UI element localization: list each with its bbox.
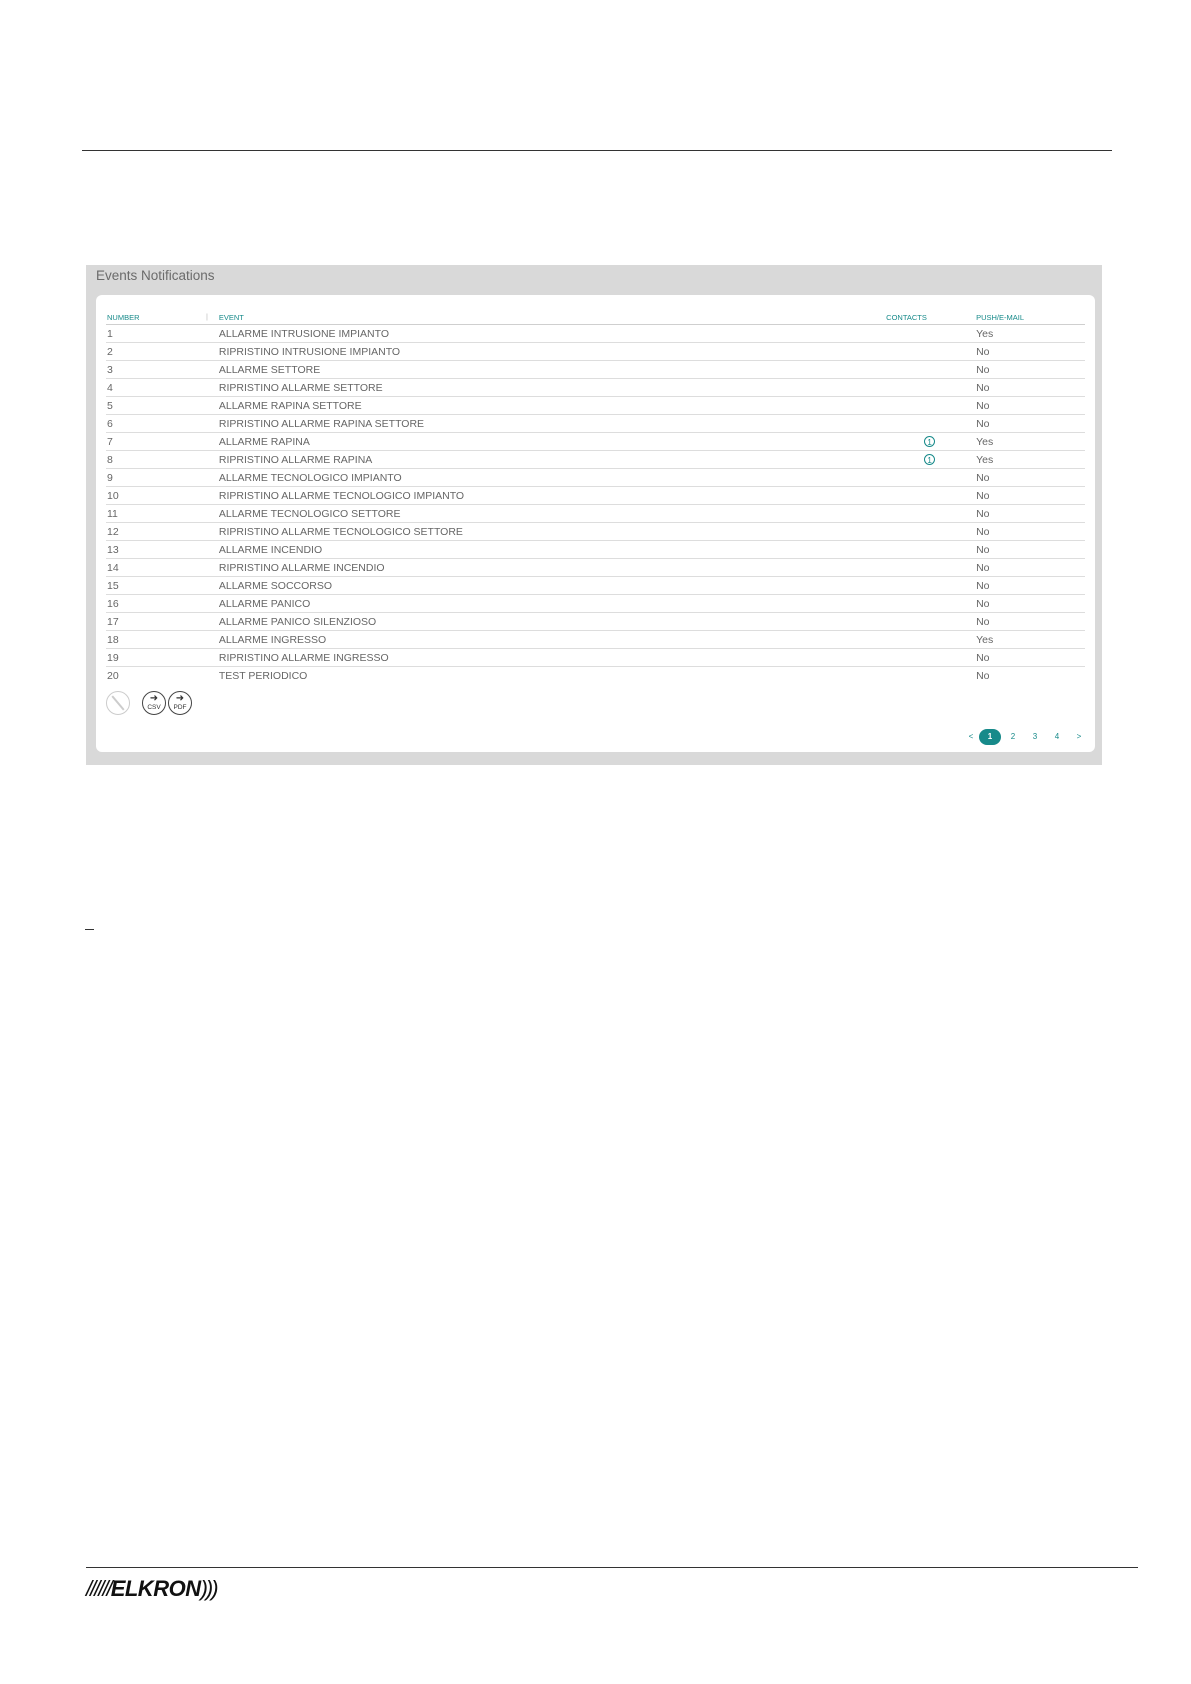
column-header-push-email[interactable]: PUSH/E-MAIL — [976, 310, 1085, 325]
table-row[interactable] — [106, 415, 1085, 433]
row-number: 3 — [106, 361, 219, 379]
logo-stripes-right: ))) — [200, 1576, 217, 1601]
events-table-body — [106, 325, 1085, 685]
row-contacts — [886, 613, 976, 631]
row-event: RIPRISTINO ALLARME TECNOLOGICO SETTORE — [219, 523, 886, 541]
page-footer-rule — [86, 1567, 1138, 1568]
row-push-email: No — [976, 361, 1085, 379]
row-push-email: No — [976, 577, 1085, 595]
row-contacts — [886, 505, 976, 523]
pagination-next-button[interactable]: > — [1076, 732, 1082, 741]
table-row[interactable] — [106, 559, 1085, 577]
row-number: 9 — [106, 469, 219, 487]
row-number: 20 — [107, 669, 119, 682]
row-event: RIPRISTINO ALLARME RAPINA SETTORE — [219, 415, 886, 433]
row-event: RIPRISTINO ALLARME SETTORE — [219, 379, 886, 397]
table-row[interactable] — [106, 451, 1085, 469]
row-contacts — [886, 469, 976, 487]
export-csv-button[interactable] — [142, 691, 166, 715]
row-push-email: No — [976, 469, 1085, 487]
row-event: ALLARME PANICO — [219, 595, 886, 613]
row-event: ALLARME TECNOLOGICO IMPIANTO — [219, 469, 886, 487]
table-row[interactable] — [106, 325, 1085, 343]
elkron-logo — [86, 1576, 217, 1600]
row-number: 4 — [106, 379, 219, 397]
row-contacts — [886, 577, 976, 595]
column-header-number[interactable]: NUMBER | — [106, 310, 219, 325]
row-contacts — [886, 415, 976, 433]
row-number: 19 — [106, 649, 219, 667]
row-contacts — [886, 523, 976, 541]
events-table — [106, 310, 1085, 684]
row-contacts — [886, 631, 976, 649]
table-row[interactable] — [106, 361, 1085, 379]
row-event: RIPRISTINO INTRUSIONE IMPIANTO — [219, 343, 886, 361]
row-number: 12 — [106, 523, 219, 541]
column-header-event[interactable]: EVENT — [219, 310, 886, 325]
export-pdf-button[interactable] — [168, 691, 192, 715]
row-event: ALLARME SOCCORSO — [219, 577, 886, 595]
row-push-email: Yes — [976, 451, 1085, 469]
row-number: 15 — [106, 577, 219, 595]
row-contacts — [886, 667, 976, 685]
row-event: ALLARME INCENDIO — [219, 541, 886, 559]
row-number: 7 — [106, 433, 219, 451]
row-event: ALLARME INTRUSIONE IMPIANTO — [219, 325, 886, 343]
table-row[interactable] — [106, 541, 1085, 559]
table-row[interactable] — [106, 469, 1085, 487]
row-push-email: No — [976, 343, 1085, 361]
table-row[interactable] — [106, 649, 1085, 667]
row-number: 5 — [106, 397, 219, 415]
pagination-page-4[interactable]: 4 — [1054, 732, 1060, 741]
row-push-email: No — [976, 415, 1085, 433]
row-event: ALLARME PANICO SILENZIOSO — [219, 613, 886, 631]
row-contacts — [886, 343, 976, 361]
row-contacts — [886, 361, 976, 379]
row-number: 13 — [106, 541, 219, 559]
arrow-right-icon: ➜ — [175, 693, 185, 704]
row-event: ALLARME SETTORE — [219, 361, 886, 379]
logo-text: ELKRON — [110, 1576, 201, 1601]
row-number: 11 — [106, 505, 219, 523]
row-number: 10 — [106, 487, 219, 505]
pagination-prev-button[interactable]: < — [968, 732, 974, 741]
row-push-email: No — [976, 669, 990, 682]
row-contacts — [886, 433, 976, 451]
row-push-email: No — [976, 649, 1085, 667]
row-push-email: Yes — [976, 325, 1085, 343]
table-row[interactable] — [106, 379, 1085, 397]
pdf-label: PDF — [173, 704, 187, 711]
row-push-email: No — [976, 505, 1085, 523]
row-contacts — [886, 325, 976, 343]
table-row[interactable] — [106, 397, 1085, 415]
csv-label: CSV — [147, 704, 161, 711]
row-contacts — [886, 595, 976, 613]
row-event: ALLARME INGRESSO — [219, 631, 886, 649]
row-contacts — [886, 649, 976, 667]
row-number: 2 — [106, 343, 219, 361]
row-push-email: No — [976, 379, 1085, 397]
row-number: 6 — [106, 415, 219, 433]
row-push-email: No — [976, 559, 1085, 577]
row-event: RIPRISTINO ALLARME INGRESSO — [219, 649, 886, 667]
table-row[interactable] — [106, 631, 1085, 649]
table-row[interactable] — [106, 523, 1085, 541]
table-header-row — [106, 310, 1085, 325]
table-row[interactable] — [106, 667, 1085, 685]
row-event: RIPRISTINO ALLARME TECNOLOGICO IMPIANTO — [219, 487, 886, 505]
row-number: 14 — [106, 559, 219, 577]
dash-mark — [85, 929, 94, 930]
row-push-email: No — [976, 541, 1085, 559]
edit-icon[interactable] — [106, 691, 130, 715]
row-number: 17 — [106, 613, 219, 631]
row-contacts — [886, 451, 976, 469]
row-push-email: Yes — [976, 433, 1085, 451]
row-event: ALLARME RAPINA SETTORE — [219, 397, 886, 415]
pagination-page-2[interactable]: 2 — [1010, 732, 1016, 741]
row-event: ALLARME TECNOLOGICO SETTORE — [219, 505, 886, 523]
row-event: ALLARME RAPINA — [219, 433, 886, 451]
row-contacts — [886, 379, 976, 397]
table-row[interactable] — [106, 577, 1085, 595]
row-push-email: No — [976, 613, 1085, 631]
logo-stripes: ////// — [86, 1576, 111, 1601]
table-row[interactable] — [106, 613, 1085, 631]
row-push-email: No — [976, 523, 1085, 541]
column-separator: | — [206, 312, 208, 321]
row-event: RIPRISTINO ALLARME RAPINA — [219, 451, 886, 469]
table-row[interactable] — [106, 487, 1085, 505]
arrow-right-icon: ➜ — [149, 693, 159, 704]
table-row[interactable] — [106, 433, 1085, 451]
row-contacts — [886, 541, 976, 559]
page-header-rule — [82, 150, 1112, 151]
row-event: RIPRISTINO ALLARME INCENDIO — [219, 559, 886, 577]
row-push-email: No — [976, 595, 1085, 613]
row-push-email: No — [976, 397, 1085, 415]
contacts-count-icon[interactable]: 1 — [924, 454, 935, 465]
row-number: 1 — [106, 325, 219, 343]
row-push-email: No — [976, 487, 1085, 505]
row-contacts — [886, 559, 976, 577]
events-card — [96, 295, 1095, 752]
row-number: 18 — [106, 631, 219, 649]
column-header-contacts[interactable]: CONTACTS — [886, 310, 976, 325]
table-row[interactable] — [106, 505, 1085, 523]
row-contacts — [886, 487, 976, 505]
pagination-page-1[interactable]: 1 — [979, 729, 1001, 745]
contacts-count-icon[interactable]: 1 — [924, 436, 935, 447]
row-event: TEST PERIODICO — [218, 669, 308, 682]
panel-title: Events Notifications — [96, 268, 215, 283]
row-number: 16 — [106, 595, 219, 613]
table-row[interactable] — [106, 343, 1085, 361]
row-number: 8 — [106, 451, 219, 469]
table-row[interactable] — [106, 595, 1085, 613]
events-notifications-panel — [86, 265, 1102, 765]
row-push-email: Yes — [976, 631, 1085, 649]
pagination — [965, 729, 1085, 745]
row-contacts — [886, 397, 976, 415]
pagination-page-3[interactable]: 3 — [1032, 732, 1038, 741]
